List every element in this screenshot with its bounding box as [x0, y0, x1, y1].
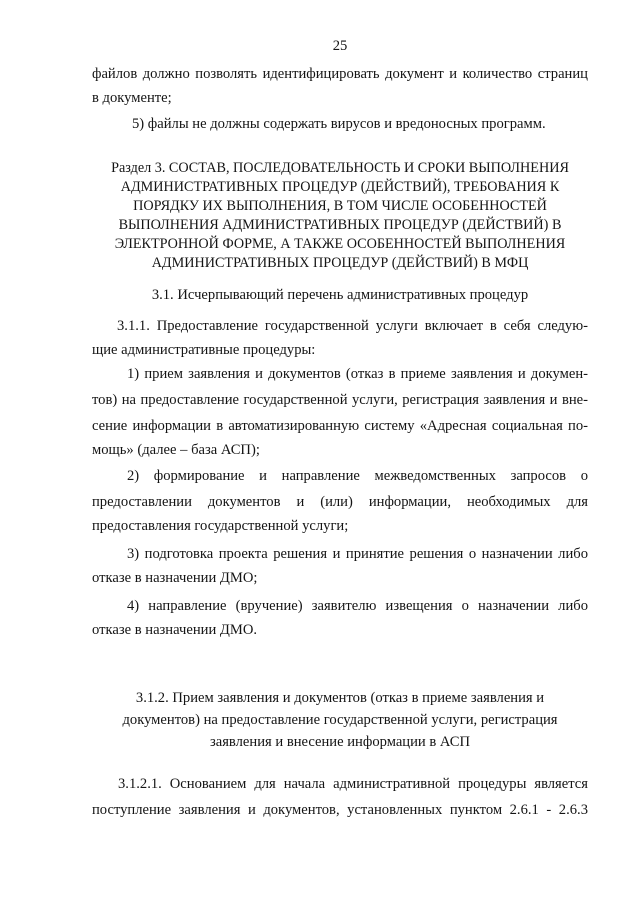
subsection-heading-line: заявления и внесение информации в АСП	[209, 734, 471, 750]
text-line: файлов должно позволять идентифицировать документ и количество страниц	[92, 66, 588, 82]
page-number: 25	[332, 38, 348, 54]
list-item-1-line: 1) прием заявления и документов (отказ в приеме заявления и докумен-	[127, 366, 588, 382]
section-title-line: Раздел 3. СОСТАВ, ПОСЛЕДОВАТЕЛЬНОСТЬ И СРОКИ ВЫПОЛНЕНИЯ	[111, 160, 569, 176]
section-title-line: ЭЛЕКТРОННОЙ ФОРМЕ, А ТАКЖЕ ОСОБЕННОСТЕЙ ВЫПОЛНЕНИЯ	[114, 236, 566, 252]
text-line: в документе;	[92, 90, 172, 106]
paragraph-line: 3.1.1. Предоставление государственной услуги включает в себя следую-	[117, 318, 588, 334]
list-item-3-line: отказе в назначении ДМО;	[92, 570, 258, 586]
paragraph-line: щие административные процедуры:	[92, 342, 316, 358]
list-item-2-line: предоставлении документов и (или) информации, необходимых для	[92, 494, 588, 510]
section-title-line: АДМИНИСТРАТИВНЫХ ПРОЦЕДУР (ДЕЙСТВИЙ), ТРЕБОВАНИЯ К	[120, 179, 560, 195]
subsection-heading: 3.1. Исчерпывающий перечень административных процедур	[151, 287, 529, 303]
list-item-1-line: сение информации в автоматизированную систему «Адресная социальная по-	[92, 418, 588, 434]
list-item-2-line: 2) формирование и направление межведомственных запросов о	[127, 468, 588, 484]
paragraph-line: 3.1.2.1. Основанием для начала административной процедуры является	[118, 776, 588, 792]
subsection-heading-line: 3.1.2. Прием заявления и документов (отказ в приеме заявления и	[135, 690, 545, 706]
section-title-line: ПОРЯДКУ ИХ ВЫПОЛНЕНИЯ, В ТОМ ЧИСЛЕ ОСОБЕННОСТЕЙ	[133, 198, 547, 214]
list-item-4-line: 4) направление (вручение) заявителю извещения о назначении либо	[127, 598, 588, 614]
section-title-line: ВЫПОЛНЕНИЯ АДМИНИСТРАТИВНЫХ ПРОЦЕДУР (ДЕЙСТВИЙ) В	[118, 217, 562, 233]
list-item-2-line: предоставления государственной услуги;	[92, 518, 349, 534]
list-item-5: 5) файлы не должны содержать вирусов и вредоносных программ.	[132, 116, 546, 132]
subsection-heading-line: документов) на предоставление государственной услуги, регистрация	[122, 712, 558, 728]
list-item-1-line: мощь» (далее – база АСП);	[92, 442, 260, 458]
section-title-line: АДМИНИСТРАТИВНЫХ ПРОЦЕДУР (ДЕЙСТВИЙ) В МФЦ	[151, 255, 529, 271]
paragraph-line: поступление заявления и документов, установленных пунктом 2.6.1 - 2.6.3	[92, 802, 588, 818]
list-item-1-line: тов) на предоставление государственной услуги, регистрация заявления и вне-	[92, 392, 588, 408]
list-item-3-line: 3) подготовка проекта решения и принятие решения о назначении либо	[127, 546, 588, 562]
list-item-4-line: отказе в назначении ДМО.	[92, 622, 258, 638]
